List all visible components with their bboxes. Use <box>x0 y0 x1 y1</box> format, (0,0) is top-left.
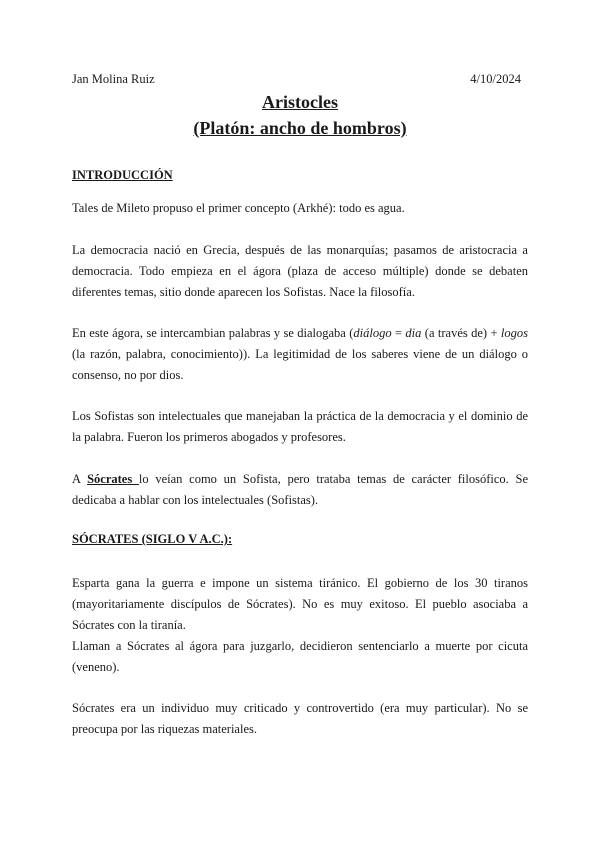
p3-part-d: (la razón, palabra, conocimiento)). La legitimidad de los saberes viene de un diálogo o consenso, no por dios. <box>72 347 528 382</box>
socrates-paragraph-1 <box>72 573 528 636</box>
p3-part-b: = <box>391 326 406 340</box>
intro-paragraph-1 <box>72 198 528 219</box>
title-line-1: Aristocles <box>262 92 338 112</box>
intro-paragraph-3 <box>72 323 528 386</box>
socrates-paragraph-1-text: Esparta gana la guerra e impone un sistema tiránico. El gobierno de los 30 tiranos (mayoritariamente discípulos de Sócrates). No es muy exitoso. El pueblo asociaba a Sócrates con la tiranía. <box>72 576 528 632</box>
intro-paragraph-2-text: La democracia nació en Grecia, después de las monarquías; pasamos de aristocracia a democracia. Todo empieza en el ágora (plaza de acceso múltiple) donde se debaten diferentes temas, sitio donde aparecen los Sofistas. Nace la filosofía. <box>72 243 528 299</box>
socrates-heading: SÓCRATES (SIGLO V A.C.): <box>72 532 233 546</box>
intro-paragraph-3-text <box>72 323 528 386</box>
term-socrates: Sócrates <box>87 472 139 486</box>
socrates-paragraph-3-text: Sócrates era un individuo muy criticado y controvertido (era muy particular). No se preocupa por las riquezas materiales. <box>72 701 528 736</box>
intro-paragraph-5-text <box>72 469 528 511</box>
intro-paragraph-4-text: Los Sofistas son intelectuales que manejaban la práctica de la democracia y el dominio de la palabra. Fueron los primeros abogados y profesores. <box>72 409 528 444</box>
intro-paragraph-1-text: Tales de Mileto propuso el primer concepto (Arkhé): todo es agua. <box>72 201 405 215</box>
document-header <box>72 72 521 88</box>
intro-heading: INTRODUCCIÓN <box>72 168 173 182</box>
document-date: 4/10/2024 <box>470 72 521 86</box>
term-dialogo: diálogo <box>353 326 392 340</box>
intro-paragraph-5 <box>72 469 528 511</box>
p3-part-a: En este ágora, se intercambian palabras y se dialogaba ( <box>72 326 354 340</box>
socrates-paragraph-3 <box>72 698 528 740</box>
term-dia: dia <box>405 326 422 340</box>
p3-part-c: (a través de) + <box>421 326 501 340</box>
p5-part-b: lo veían como un Sofista, pero trataba temas de carácter filosófico. Se dedicaba a hablar con los intelectuales (Sofistas). <box>72 472 529 507</box>
author-name: Jan Molina Ruiz <box>72 72 155 86</box>
term-logos: logos <box>500 326 528 340</box>
socrates-paragraph-2-text: Llaman a Sócrates al ágora para juzgarlo, decidieron sentenciarlo a muerte por cicuta (veneno). <box>72 639 528 674</box>
intro-paragraph-4 <box>72 406 528 448</box>
socrates-paragraph-2 <box>72 636 528 678</box>
p5-part-a: A <box>72 472 88 486</box>
intro-paragraph-2 <box>72 240 528 303</box>
title-line-2: (Platón: ancho de hombros) <box>193 118 407 138</box>
